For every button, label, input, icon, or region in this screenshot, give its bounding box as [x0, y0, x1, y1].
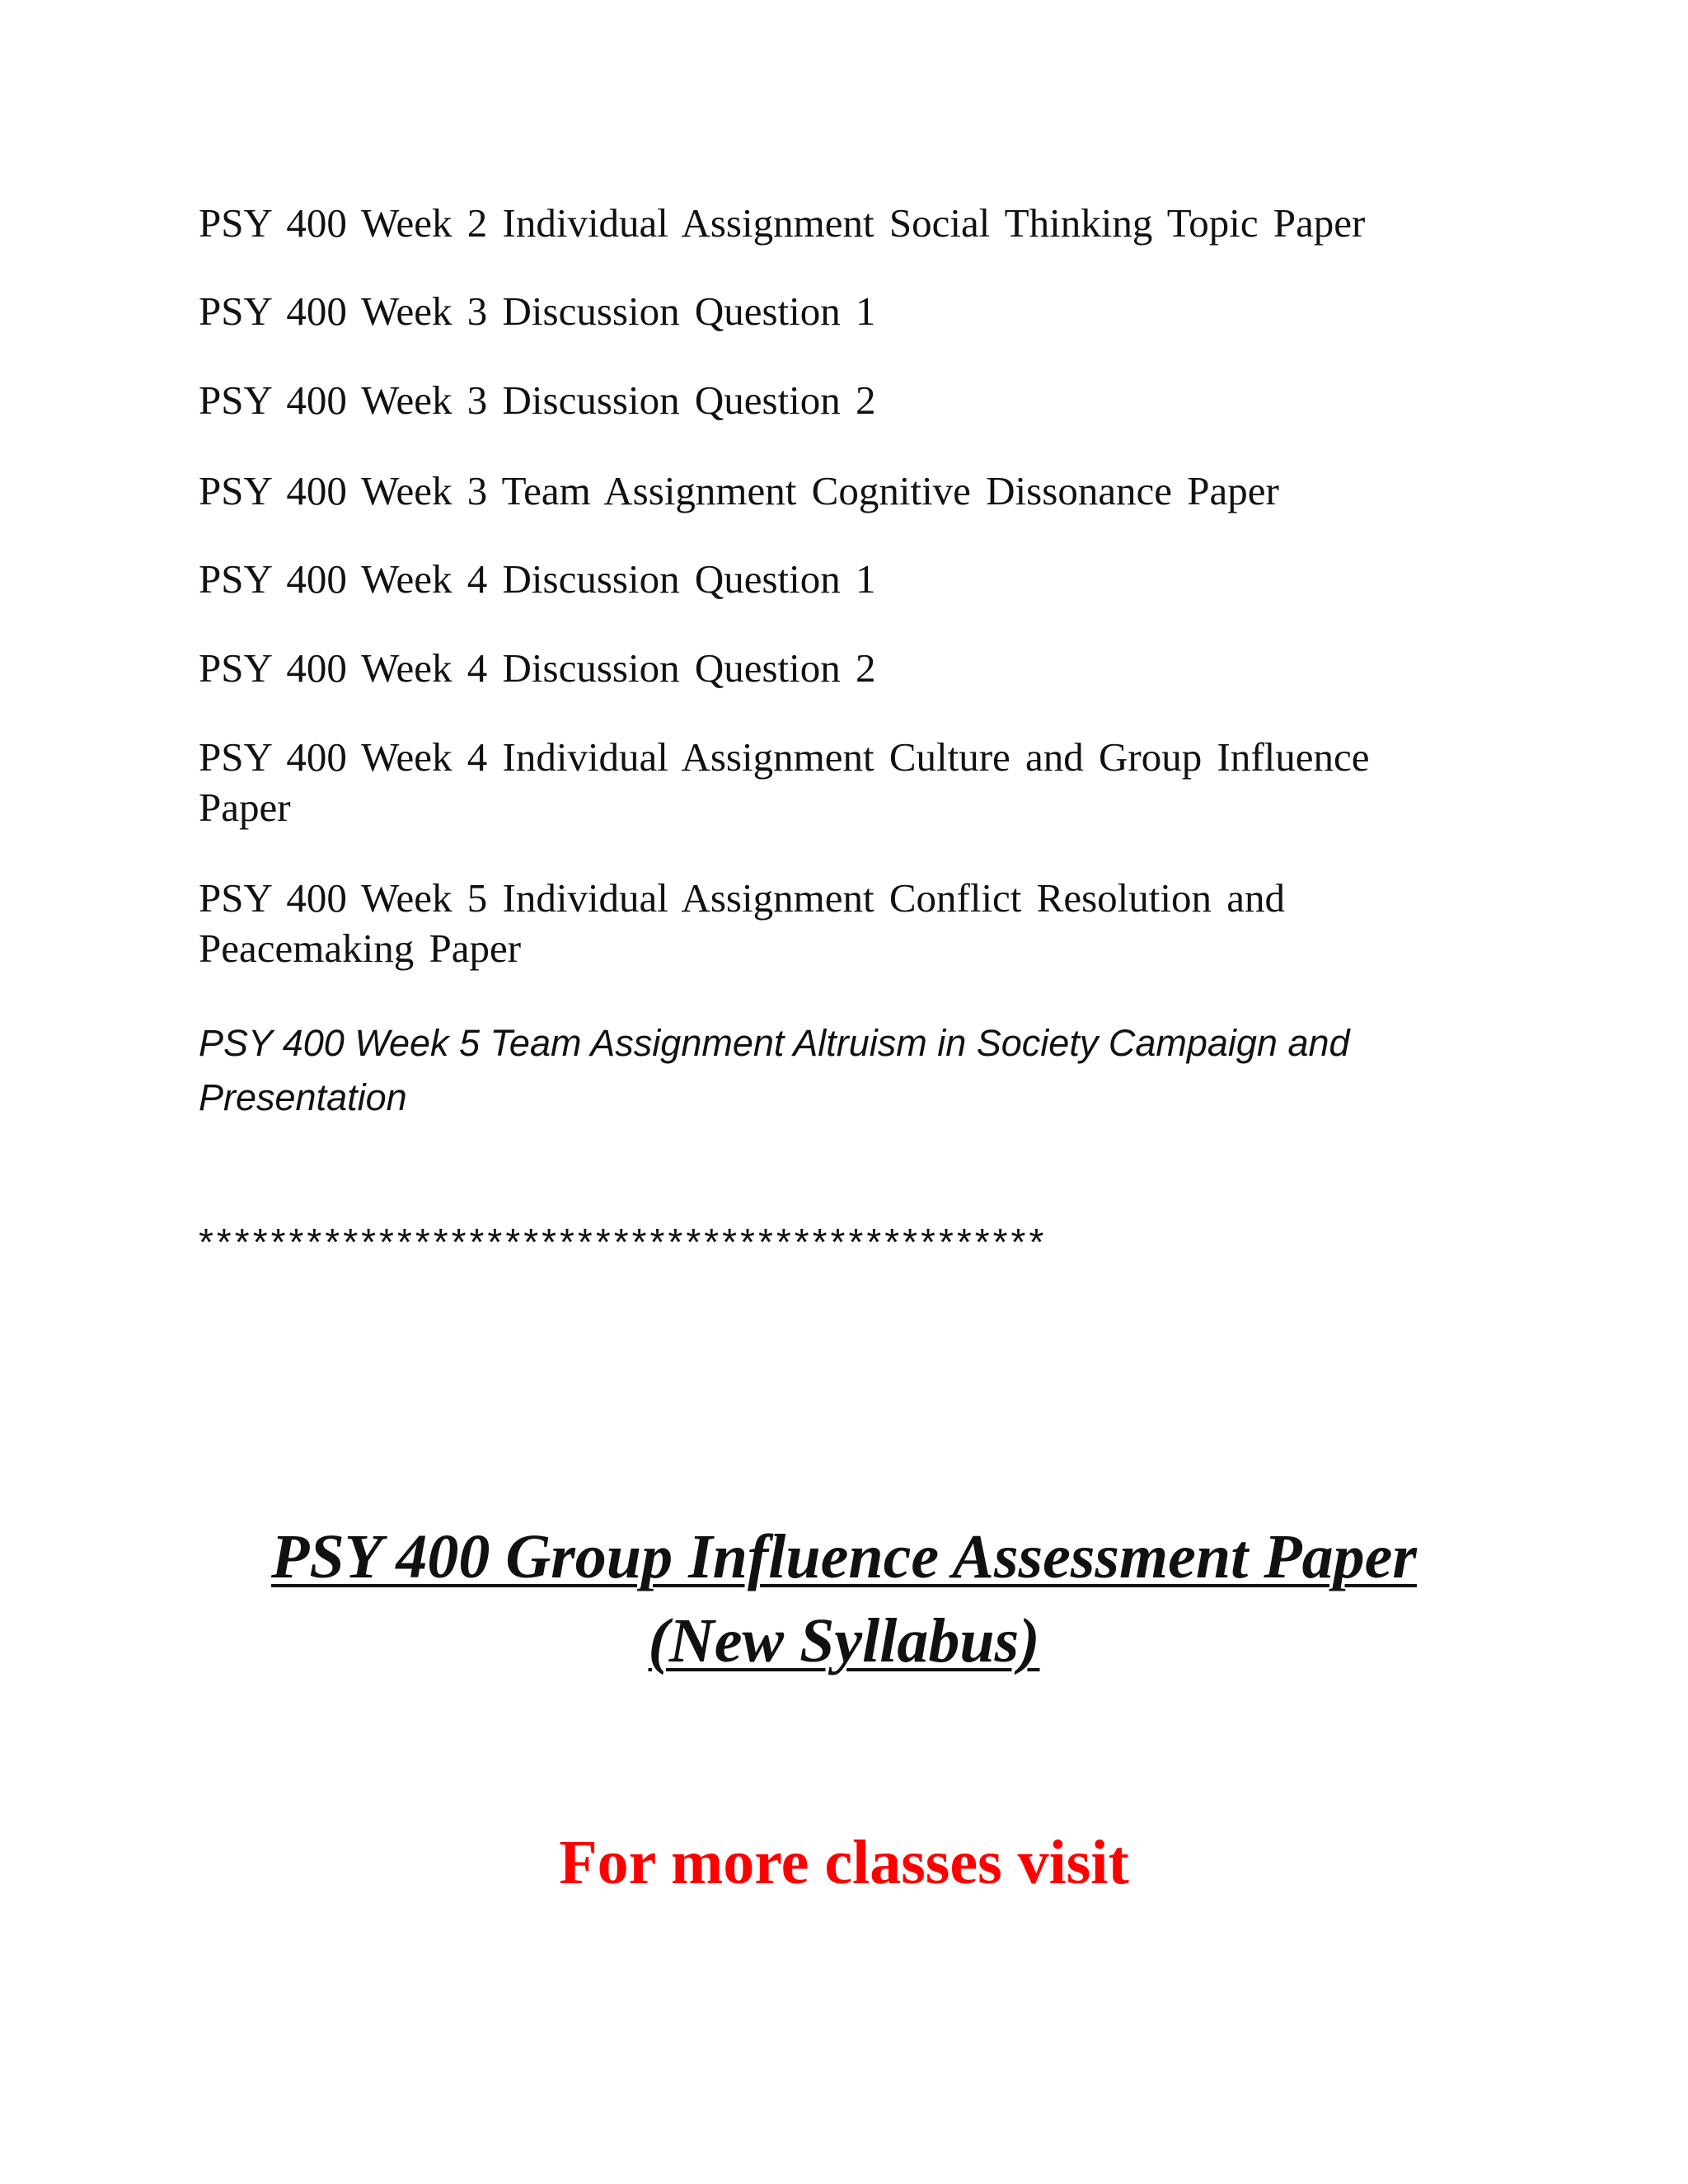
list-item: PSY 400 Week 4 Individual Assignment Culture and Group Influence Paper — [199, 734, 1370, 830]
list-item: PSY 400 Week 3 Discussion Question 2 — [199, 377, 876, 423]
list-item: PSY 400 Week 3 Discussion Question 1 — [199, 288, 876, 334]
list-item: PSY 400 Week 4 Discussion Question 2 — [199, 645, 876, 691]
list-item: PSY 400 Week 4 Discussion Question 1 — [199, 556, 876, 602]
list-item: PSY 400 Week 3 Team Assignment Cognitive Dissonance Paper — [199, 468, 1279, 513]
visit-text: For more classes visit — [559, 1828, 1129, 1897]
title-line-1: PSY 400 Group Influence Assessment Paper — [271, 1522, 1417, 1591]
list-item: PSY 400 Week 2 Individual Assignment Social Thinking Topic Paper — [199, 200, 1366, 246]
page-title — [0, 1515, 1688, 1683]
list-item: PSY 400 Week 5 Individual Assignment Conflict Resolution and Peacemaking Paper — [199, 875, 1286, 971]
asterisk-separator: *********************************************** — [199, 1221, 1048, 1263]
title-line-2: (New Syllabus) — [648, 1606, 1040, 1675]
list-item: PSY 400 Week 5 Team Assignment Altruism in Society Campaign and Presentation — [199, 1022, 1350, 1118]
